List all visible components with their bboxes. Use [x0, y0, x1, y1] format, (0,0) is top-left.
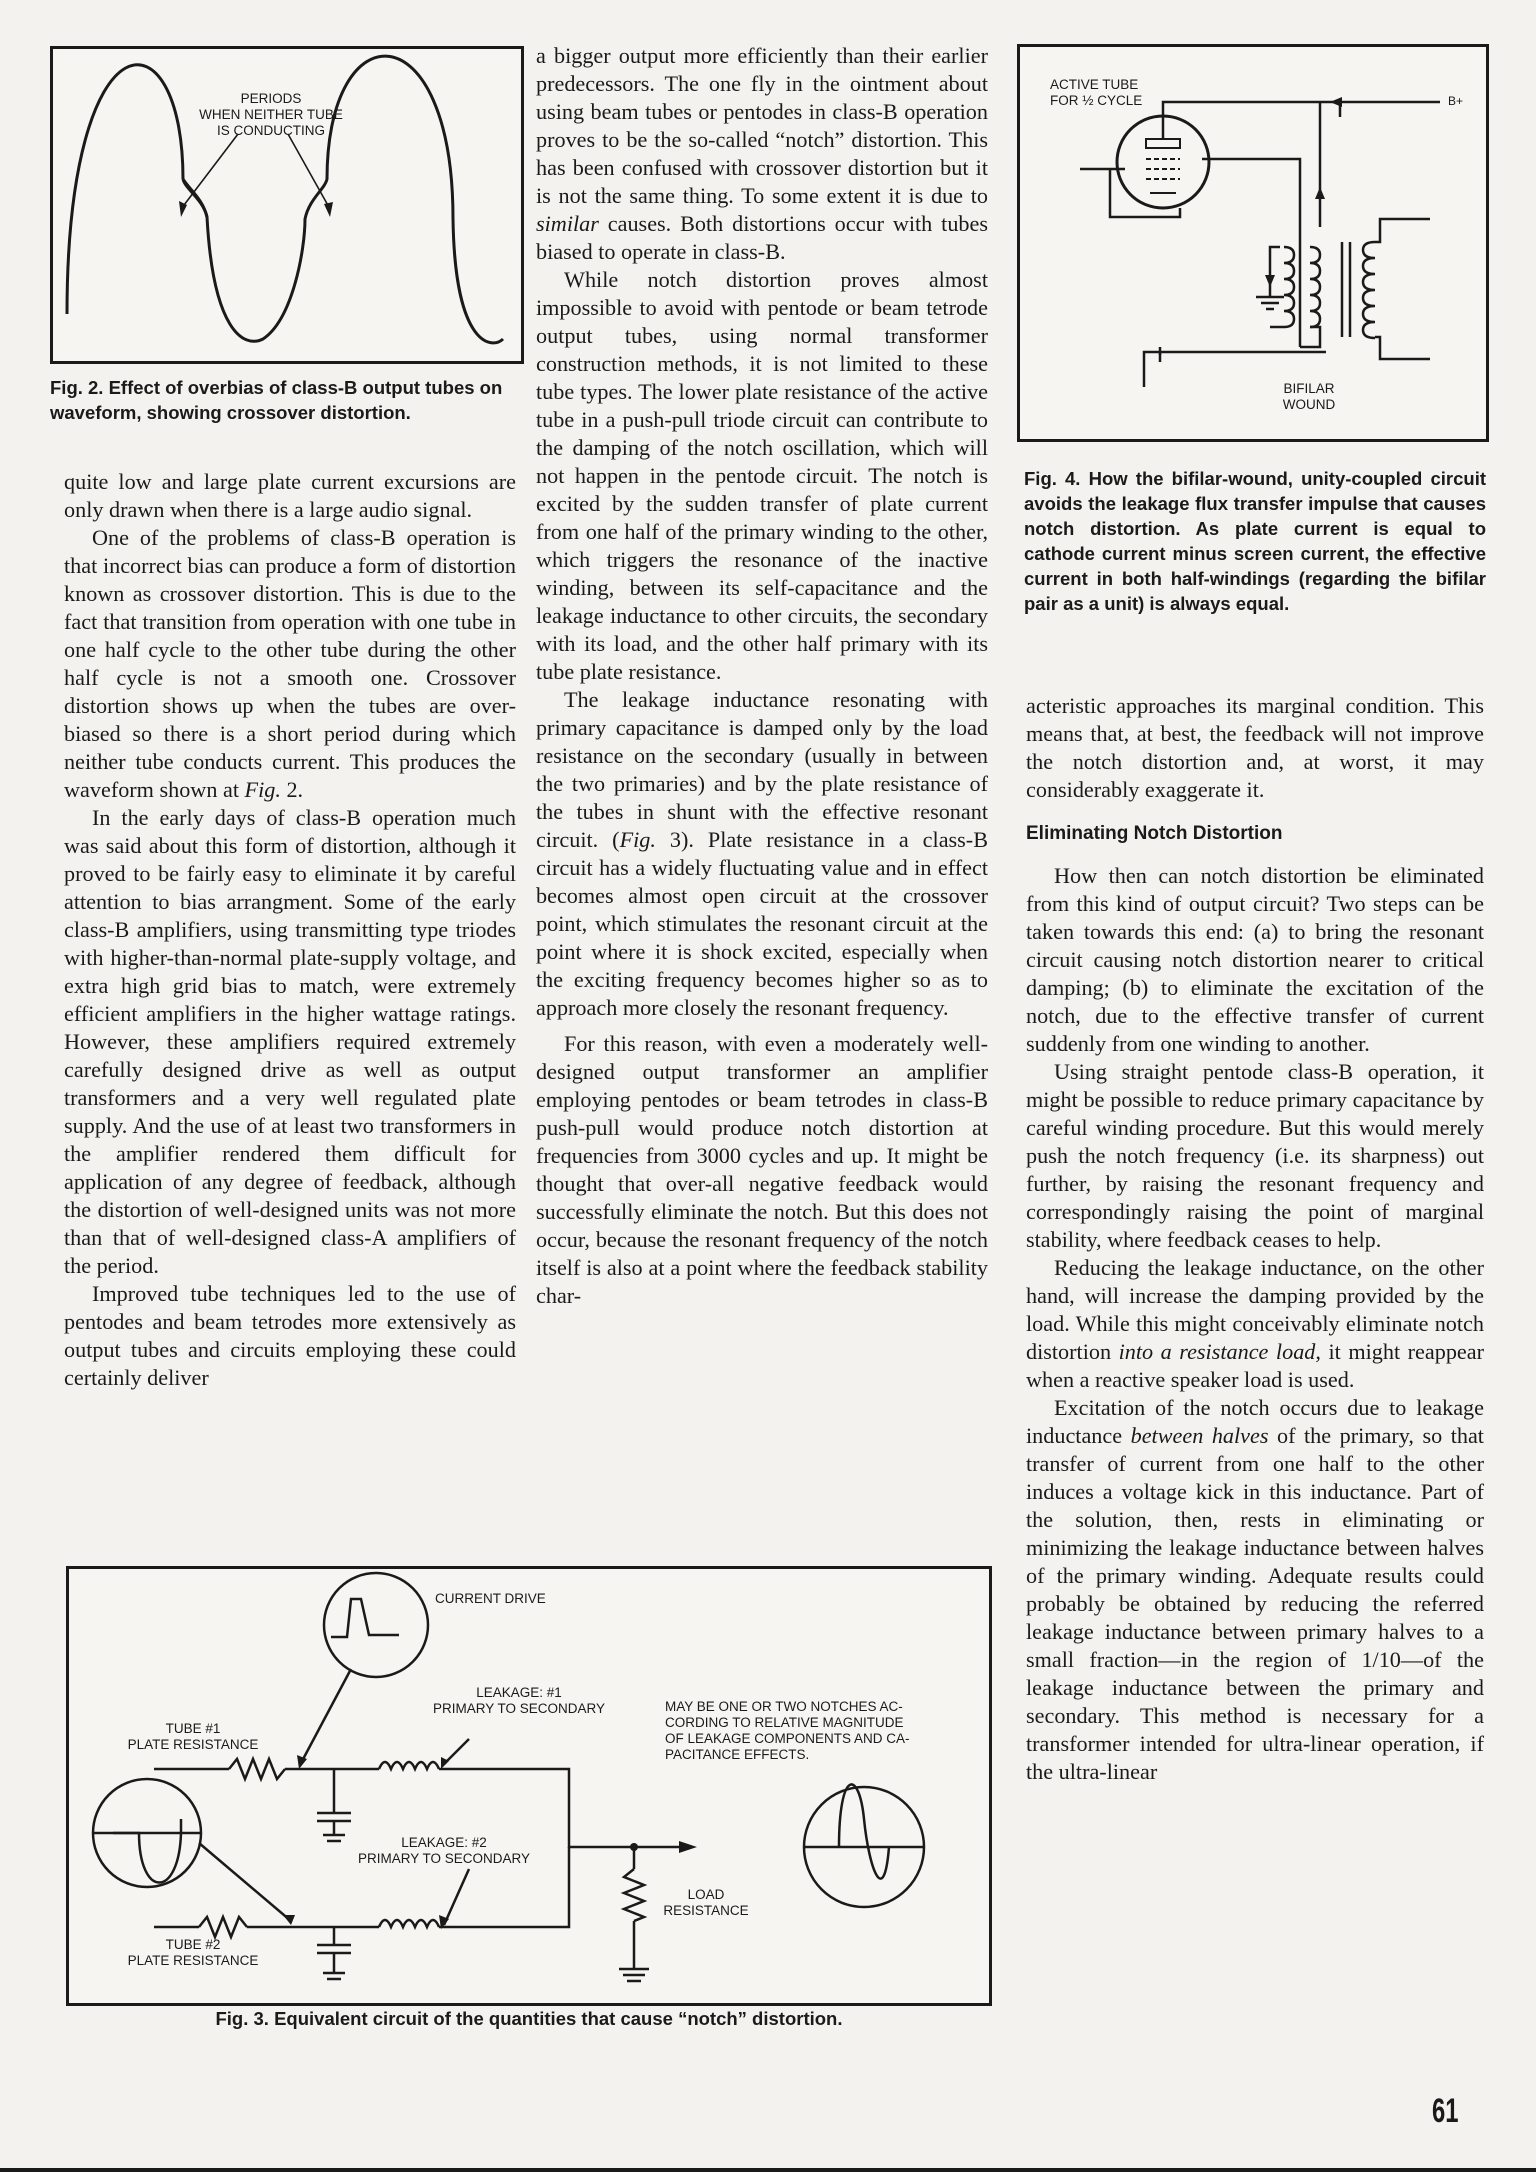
column-1	[64, 468, 516, 1392]
column-2	[536, 42, 988, 1310]
col2-para-2: While notch distortion proves almost impossible to avoid with pentode or beam tetrode output tubes, using normal transformer construction methods, it is not limited to these tube types. The lower plate resistance of the active tube in a push-pull triode circuit can contribute to the damping of the notch oscillation, which will not happen in the pentode circuit. The notch is excited by the sudden transfer of plate current from one half of the primary winding to the other, which triggers the resonance of the inactive winding, between its self-capacitance and the leakage inductance to other circuits, the secondary with its load, and the other half primary with its tube plate resistance.	[536, 267, 988, 684]
fig2-caption: Fig. 2. Effect of overbias of class-B output tubes on waveform, showing crossover distortion.	[50, 377, 503, 423]
notches-note: MAY BE ONE OR TWO NOTCHES AC- CORDING TO RELATIVE MAGNITUDE OF LEAKAGE COMPONENTS AND CA- PACITANCE EFFECTS.	[665, 1699, 910, 1762]
leakage-2-label: LEAKAGE: #2 PRIMARY TO SECONDARY	[357, 1835, 531, 1866]
fig4-caption: Fig. 4. How the bifilar-wound, unity-coupled circuit avoids the leakage flux transfer impulse that causes notch distortion. As plate current is equal to cathode current minus screen current, the effective current in both half-windings (regarding the bifilar pair as a unit) is always equal.	[1024, 468, 1486, 614]
col3-para-5: Excitation of the notch occurs due to leakage inductance between halves of the primary, so that transfer of current from one half to the other induces a voltage kick in this inductance. Part of the solution, then, rests in eliminating or minimizing the leakage inductance between halves of the primary winding. Adequate results could probably be obtained by reducing the referred leakage inductance between primary halves to a small fraction—in the region of 1/10—of the leakage inductance between the primary and secondary. This method is necessary for a transformer intended for ultra-linear operation, if the ultra-linear	[1026, 1395, 1484, 1784]
fig4-frame	[1017, 44, 1489, 442]
col3-para-4: Reducing the leakage inductance, on the other hand, will increase the damping provided by the load. While this might conceivably eliminate notch distortion into a resistance load, it might reappear when a reactive speaker load is used.	[1026, 1255, 1484, 1392]
leakage-1-label: LEAKAGE: #1 PRIMARY TO SECONDARY	[432, 1685, 606, 1716]
fig2-frame	[50, 46, 524, 364]
bifilar-label: BIFILAR WOUND	[1282, 381, 1336, 412]
page-number: 61	[1432, 2092, 1459, 2130]
tube-2-label: TUBE #2 PLATE RESISTANCE	[127, 1937, 259, 1968]
current-drive-label: CURRENT DRIVE	[435, 1591, 546, 1606]
col1-para-2: One of the problems of class-B operation is that incorrect bias can produce a form of distortion known as crossover distortion. This is due to the fact that transition from operation with one tube in one half cycle to the other tube during the other half cycle is not a smooth one. Crossover distortion shows up when the tubes are over-biased so there is a short period during which neither tube conducts current. This produces the waveform shown at Fig. 2.	[64, 525, 516, 802]
col2-para-3: The leakage inductance resonating with primary capacitance is damped only by the load resistance on the secondary (usually in between the two primaries) and by the plate resistance of the tubes in shunt with the effective resonant circuit. (Fig. 3). Plate resistance in a class-B circuit has a widely fluctuating value and in effect becomes almost open circuit at the crossover point, which stimulates the resonant circuit at the point where it is shock excited, especially when the exciting frequency becomes higher so as to approach more closely the resonant frequency.	[536, 687, 988, 1020]
col2-para-4: For this reason, with even a moderately well-designed output transformer an amplifier employing pentodes or beam tetrodes in class-B push-pull would produce notch distortion at frequencies from 3000 cycles and up. It might be thought that over-all negative feedback would successfully eliminate the notch. But this does not occur, because the resonant frequency of the notch itself is also at a point where the feedback stability char-	[536, 1031, 988, 1308]
fig3-frame	[66, 1566, 992, 2006]
col1-para-3: In the early days of class-B operation much was said about this form of distortion, although it proved to be fairly easy to eliminate it by careful attention to bias arrangment. Some of the early class-B amplifiers, using transmitting type triodes with higher-than-normal plate-supply voltage, and extra high grid bias to match, were extremely efficient amplifiers in the higher wattage ratings. However, these amplifiers required extremely carefully designed drive as well as output transformers and a very well regulated plate supply. And the use of at least two transformers in the amplifier rendered them difficult for application of any degree of feedback, although the distortion of well-designed units was not more than that of well-designed class-A amplifiers of the period.	[64, 805, 516, 1278]
col3-para-2: How then can notch distortion be eliminated from this kind of output circuit? Two steps can be taken towards this end: (a) to bring the resonant circuit causing notch distortion nearer to critical damping; (b) to eliminate the excitation of the notch, due to the effective transfer of current suddenly from one winding to another.	[1026, 863, 1484, 1056]
col1-para-1: quite low and large plate current excursions are only drawn when there is a large audio signal.	[64, 469, 516, 522]
load-resistance-label: LOAD RESISTANCE	[663, 1887, 749, 1918]
fig3-caption: Fig. 3. Equivalent circuit of the quantities that cause “notch” distortion.	[215, 2008, 843, 2029]
col3-para-1: acteristic approaches its marginal condition. This means that, at best, the feedback will not improve the notch distortion and, at worst, it may considerably exaggerate it.	[1026, 693, 1484, 802]
col1-para-4: Improved tube techniques led to the use of pentodes and beam tetrodes more extensively as output tubes and circuits employing these could certainly deliver	[64, 1281, 516, 1390]
tube-1-label: TUBE #1 PLATE RESISTANCE	[127, 1721, 259, 1752]
section-heading: Eliminating Notch Distortion	[1026, 823, 1283, 844]
active-tube-label: ACTIVE TUBE FOR ½ CYCLE	[1050, 77, 1143, 108]
col2-para-1: a bigger output more efficiently than their earlier predecessors. The one fly in the ointment about using beam tubes or pentodes in class-B operation proves to be the so-called “notch” distortion. This has been confused with crossover distortion but it is not the same thing. To some extent it is due to similar causes. Both distortions occur with tubes biased to operate in class-B.	[536, 43, 988, 264]
bottom-edge-line	[0, 2168, 1536, 2172]
bplus-label: B+	[1448, 94, 1464, 108]
col3-para-3: Using straight pentode class-B operation, it might be possible to reduce primary capacitance by careful winding procedure. But this would merely push the notch frequency (i.e. its sharpness) out further, by raising the resonant frequency and correspondingly raising the point of marginal stability, where feedback ceases to help.	[1026, 1059, 1484, 1252]
periods-label: PERIODS WHEN NEITHER TUBE IS CONDUCTING	[199, 91, 343, 138]
column-3	[1026, 692, 1484, 1786]
